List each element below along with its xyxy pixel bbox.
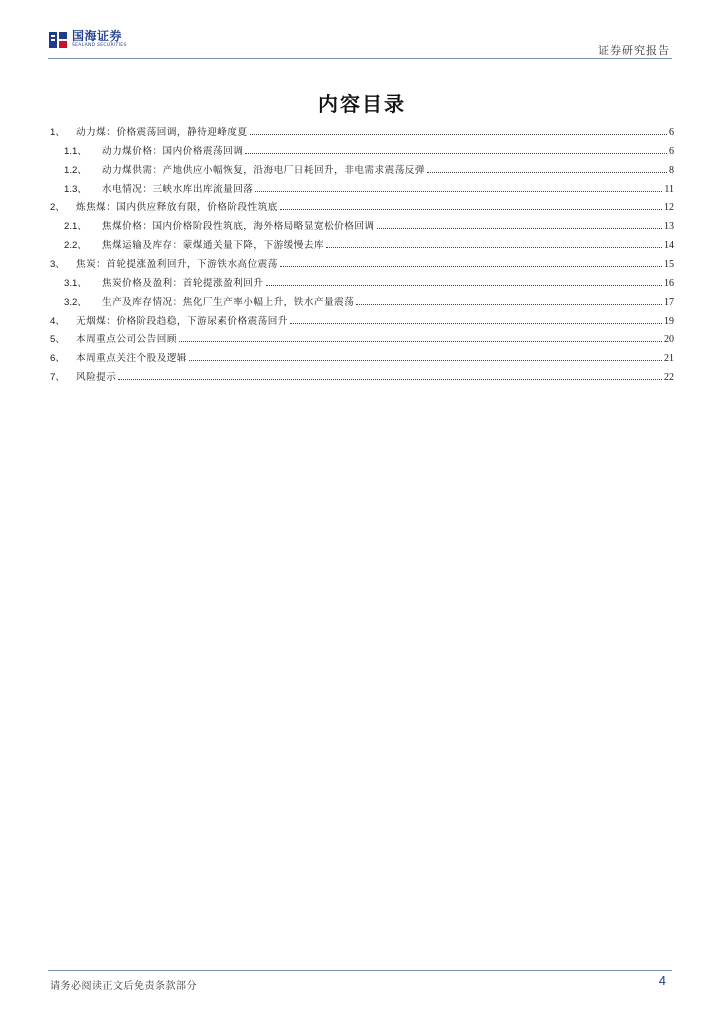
toc-dot-leader xyxy=(250,134,667,135)
toc-entry-number: 1、 xyxy=(50,127,65,138)
toc-entry-page: 17 xyxy=(664,296,674,308)
toc-entry-page: 20 xyxy=(664,334,674,346)
toc-entry[interactable] xyxy=(50,327,674,345)
toc-entry-title: 生产及库存情况：焦化厂生产率小幅上升，铁水产量震荡 xyxy=(102,296,355,308)
page-header xyxy=(48,30,672,60)
toc-entry[interactable] xyxy=(64,214,674,232)
toc-entry-number: 6、 xyxy=(50,353,65,365)
sealand-logo-icon xyxy=(48,30,68,50)
toc-entry-page: 12 xyxy=(664,202,674,214)
toc-entry-number: 3、 xyxy=(50,258,65,270)
company-logo xyxy=(48,30,138,52)
toc-entry-page: 11 xyxy=(664,183,674,195)
toc-dot-leader xyxy=(189,360,662,361)
toc-entry-title: 焦煤价格：国内价格阶段性筑底，海外格局略显宽松价格回调 xyxy=(102,221,375,233)
toc-dot-leader xyxy=(245,153,667,154)
toc-entry-title: 炼焦煤：国内供应释放有限，价格阶段性筑底 xyxy=(76,202,278,214)
toc-entry-page: 13 xyxy=(664,221,674,233)
toc-entry-number: 1.1、 xyxy=(64,145,87,157)
toc-entry-number: 4、 xyxy=(50,315,65,327)
toc-entry[interactable] xyxy=(50,365,674,383)
toc-entry[interactable] xyxy=(64,233,674,251)
toc-dot-leader xyxy=(280,266,662,267)
toc-entry-number: 5、 xyxy=(50,334,65,346)
toc-dot-leader xyxy=(326,247,662,248)
footer-disclaimer: 请务必阅读正文后免责条款部分 xyxy=(50,981,197,992)
toc-entry-number: 3.1、 xyxy=(64,277,87,289)
toc-entry[interactable] xyxy=(64,290,674,308)
toc-entry-page: 8 xyxy=(669,164,674,176)
toc-entry-number: 2、 xyxy=(50,202,65,214)
toc-dot-leader xyxy=(255,191,662,192)
toc-entry-page: 22 xyxy=(664,372,674,384)
toc-entry[interactable] xyxy=(50,252,674,270)
toc-entry-page: 19 xyxy=(664,315,674,327)
toc-dot-leader xyxy=(356,304,662,305)
toc-entry-page: 21 xyxy=(664,353,674,365)
toc-entry-title: 动力煤价格：国内价格震荡回调 xyxy=(102,145,244,157)
toc-dot-leader xyxy=(266,285,663,286)
toc-entry[interactable] xyxy=(64,139,674,157)
toc-entry[interactable] xyxy=(64,177,674,195)
toc-dot-leader xyxy=(290,323,662,324)
toc-entry-page: 16 xyxy=(664,277,674,289)
toc-entry-title: 风险提示 xyxy=(76,372,117,384)
page-number: 4 xyxy=(658,973,666,988)
toc-entry-number: 1.3、 xyxy=(64,183,87,195)
toc-dot-leader xyxy=(118,379,662,380)
toc-entry-number: 2.2、 xyxy=(64,240,87,252)
toc-entry[interactable] xyxy=(50,309,674,327)
toc-entry-title: 焦炭价格及盈利：首轮提涨盈利回升 xyxy=(102,277,264,289)
report-type-label: 证券研究报告 xyxy=(598,44,670,57)
toc-dot-leader xyxy=(179,341,662,342)
logo-english-name: SEALAND SECURITIES xyxy=(72,43,127,48)
footer-divider xyxy=(48,970,672,971)
toc-entry-title: 焦炭：首轮提涨盈利回升，下游铁水高位震荡 xyxy=(76,258,278,270)
toc-entry-page: 14 xyxy=(664,240,674,252)
toc-entry-number: 7、 xyxy=(50,372,65,384)
toc-entry-title: 动力煤：价格震荡回调，静待迎峰度夏 xyxy=(76,127,248,138)
toc-entry[interactable] xyxy=(50,195,674,213)
toc-entry-title: 水电情况：三峡水库出库流量回落 xyxy=(102,183,254,195)
toc-entry[interactable] xyxy=(64,271,674,289)
toc-entry-number: 1.2、 xyxy=(64,164,87,176)
toc-entry-title: 本周重点公司公告回顾 xyxy=(76,334,177,346)
toc-entry-title: 焦煤运输及库存：蒙煤通关量下降，下游缓慢去库 xyxy=(102,240,325,252)
toc-entry-page: 6 xyxy=(669,127,674,138)
toc-entry-page: 6 xyxy=(669,145,674,157)
toc-entry-number: 3.2、 xyxy=(64,296,87,308)
logo-chinese-name: 国海证券 xyxy=(72,29,123,43)
toc-entry[interactable] xyxy=(50,120,674,138)
toc-dot-leader xyxy=(280,209,662,210)
toc-dot-leader xyxy=(427,172,667,173)
toc-entry-number: 2.1、 xyxy=(64,221,87,233)
toc-entry-page: 15 xyxy=(664,258,674,270)
toc-entry[interactable] xyxy=(64,158,674,176)
toc-entry-title: 本周重点关注个股及逻辑 xyxy=(76,353,188,365)
toc-entry-title: 动力煤供需：产地供应小幅恢复，沿海电厂日耗回升，非电需求震荡反弹 xyxy=(102,164,425,176)
header-divider xyxy=(48,58,672,59)
toc-entry[interactable] xyxy=(50,346,674,364)
toc-dot-leader xyxy=(377,228,662,229)
toc-title: 内容目录 xyxy=(318,92,406,116)
toc-entry-title: 无烟煤：价格阶段趋稳，下游尿素价格震荡回升 xyxy=(76,315,288,327)
